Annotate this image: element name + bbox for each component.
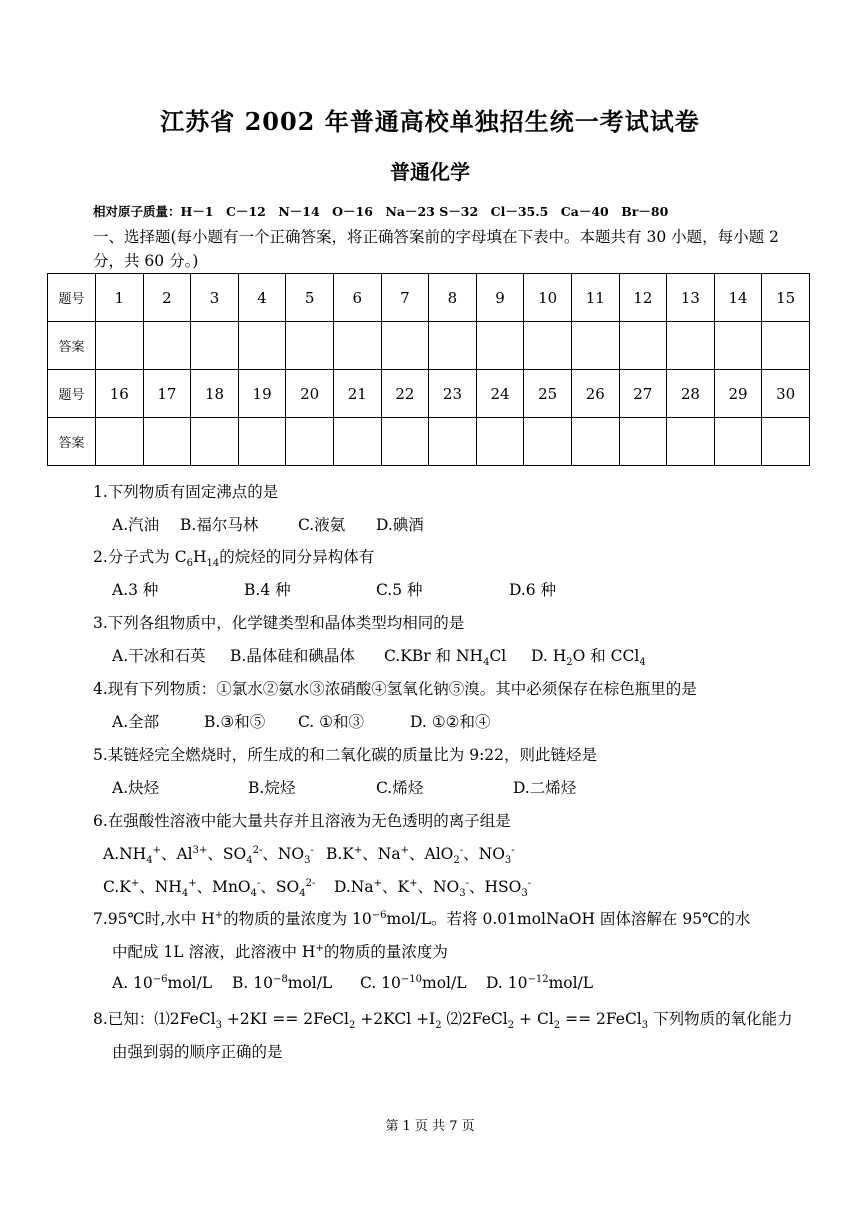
q7-sup: −6 [152, 974, 168, 985]
question-number-cell: 6 [333, 274, 381, 322]
page-footer: 第 1 页 共 7 页 [385, 1119, 475, 1134]
answer-cell[interactable] [238, 418, 286, 466]
q2-option-c: C.5 种 [376, 581, 423, 599]
question-3: 3.下列各组物质中，化学键类型和晶体类型均相同的是 [93, 614, 465, 632]
answer-cell[interactable] [524, 418, 572, 466]
page-title: 江苏省 2002 年普通高校单独招生统一考试试卷 [160, 107, 700, 136]
q7-text: 的物质的量浓度为 10 [223, 910, 372, 928]
subject-title: 普通化学 [390, 160, 470, 184]
q7-text: 中配成 1L 溶液，此溶液中 H [112, 943, 316, 961]
question-7: 7.95℃时,水中 H+的物质的量浓度为 $10^{-6}mol/L$。若将 0.01molNaOH 固体溶解在 95℃的水 [93, 909, 751, 928]
question-number-cell: 30 [762, 370, 810, 418]
q5-option-a: A.炔烃 [112, 779, 160, 797]
answer-cell[interactable] [429, 322, 477, 370]
q7-sup: −12 [527, 974, 549, 985]
question-number-cell: 15 [762, 274, 810, 322]
question-number-cell: 16 [96, 370, 144, 418]
answer-cell[interactable] [714, 322, 762, 370]
q3-sub: 4 [639, 657, 646, 669]
table-row[interactable] [48, 418, 810, 466]
answer-cell[interactable] [571, 322, 619, 370]
q3-sub: 4 [483, 657, 490, 669]
q3-sub: 2 [566, 657, 573, 669]
answer-cell[interactable] [333, 322, 381, 370]
question-2 [93, 545, 374, 569]
table-cell: 答案 [48, 418, 96, 466]
answer-cell[interactable] [619, 322, 667, 370]
q7-text: 的物质的量浓度为 [323, 943, 448, 961]
question-number-cell: 3 [191, 274, 239, 322]
answer-cell[interactable] [96, 418, 144, 466]
q7-text: mol/L。若将 0.01molNaOH 固体溶解在 95℃的水 [386, 910, 751, 928]
q5-option-d: D.二烯烃 [513, 779, 577, 797]
q6-option-c: C.K+、$NH_4^+$、MnO$_4$-、$SO_4^{2-}$ [103, 877, 316, 900]
question-number-cell: 10 [524, 274, 572, 322]
question-number-cell: 29 [714, 370, 762, 418]
answer-cell[interactable] [762, 322, 810, 370]
question-8-line2: 由强到弱的顺序正确的是 [112, 1043, 283, 1061]
answer-cell[interactable] [667, 418, 715, 466]
question-7-line2: 中配成 1L 溶液，此溶液中 H+的物质的量浓度为 [112, 942, 448, 961]
answer-cell[interactable] [762, 418, 810, 466]
q2-text: 的烷烃的同分异构体有 [219, 548, 375, 566]
q3-option-b: B.晶体硅和碘晶体 [230, 647, 355, 665]
answer-cell[interactable] [571, 418, 619, 466]
question-number-cell: 21 [333, 370, 381, 418]
section-instruction: 一、选择题(每小题有一个正确答案，将正确答案前的字母填在下表中。本题共有 30 小题，每小题 2 分，共 60 分。) [93, 228, 779, 270]
question-number-cell: 2 [143, 274, 191, 322]
question-number-cell: 8 [429, 274, 477, 322]
q5-option-b: B.烷烃 [248, 779, 296, 797]
table-row [48, 274, 810, 322]
q7-option-b: B. $10^{-8}mol/L$ [232, 974, 333, 993]
q4-option-d: D. ①②和④ [410, 713, 491, 731]
question-number-cell: 23 [429, 370, 477, 418]
question-number-cell: 17 [143, 370, 191, 418]
q2-option-d: D.6 种 [509, 581, 557, 599]
table-cell: 题号 [48, 274, 96, 322]
question-number-cell: 12 [619, 274, 667, 322]
question-number-cell: 27 [619, 370, 667, 418]
q7-sup: −8 [272, 974, 288, 985]
answer-cell[interactable] [476, 322, 524, 370]
q6-option-b: B.K+、Na+、AlO$_2$-、$NO_3^-$ [326, 844, 515, 867]
atomic-masses: 相对原子质量：H－1 C－12 N－14 O－16 Na－23 S－32 Cl－35.5 Ca－40 Br－80 [93, 204, 669, 219]
question-8: 8.已知：⑴2FeCl$_3$ +2KI == 2FeCl$_2$ $+2KCl +I_2$ ⑵2FeCl$_2$ + $Cl_2$ == 2FeCl$_3$ 下列物质的氧化能力 [93, 1010, 793, 1032]
answer-cell[interactable] [238, 322, 286, 370]
answer-cell[interactable] [286, 418, 334, 466]
answer-cell[interactable] [619, 418, 667, 466]
q1-option-a: A.汽油 [112, 516, 160, 534]
question-number-cell: 22 [381, 370, 429, 418]
question-number-cell: 9 [476, 274, 524, 322]
q7-sup: −10 [400, 974, 422, 985]
q3-text: C.KBr 和 NH [384, 647, 484, 665]
q1-option-b: B.福尔马林 [180, 516, 259, 534]
q4-option-c: C. ①和③ [298, 713, 365, 731]
answer-table [47, 273, 810, 466]
question-number-cell: 19 [238, 370, 286, 418]
q1-option-d: D.碘酒 [376, 516, 424, 534]
question-number-cell: 13 [667, 274, 715, 322]
question-number-cell: 25 [524, 370, 572, 418]
q3-text: Cl [489, 647, 507, 665]
q2-option-a: A.3 种 [112, 581, 159, 599]
q4-option-b: B.③和⑤ [204, 713, 266, 731]
q7-option-c: C. $10^{-10}mol/L$ [360, 974, 467, 993]
question-number-cell: 26 [571, 370, 619, 418]
answer-cell[interactable] [143, 418, 191, 466]
answer-cell[interactable] [476, 418, 524, 466]
question-number-cell: 11 [571, 274, 619, 322]
answer-cell[interactable] [667, 322, 715, 370]
q5-option-c: C.烯烃 [376, 779, 424, 797]
answer-cell[interactable] [381, 322, 429, 370]
question-1: 1.下列物质有固定沸点的是 [93, 483, 279, 501]
question-number-cell: 7 [381, 274, 429, 322]
question-number-cell: 28 [667, 370, 715, 418]
q2-text: H [192, 548, 207, 566]
question-number-cell: 18 [191, 370, 239, 418]
q6-option-a: $A.NH_4^+$、$Al^{3+}$、$SO_4^{2-}$、$NO_3^-$ [103, 844, 314, 867]
table-cell: 答案 [48, 322, 96, 370]
q2-sub: 14 [206, 558, 220, 570]
question-5: 5.某链烃完全燃烧时，所生成的和二氧化碳的质量比为 9:22，则此链烃是 [93, 746, 598, 764]
question-number-cell: 5 [286, 274, 334, 322]
question-4: 4.现有下列物质：①氯水②氨水③浓硝酸④氢氧化钠⑤溴。其中必须保存在棕色瓶里的是 [93, 680, 697, 698]
answer-cell[interactable] [191, 418, 239, 466]
question-number-cell: 24 [476, 370, 524, 418]
q7-text: 7.95℃时,水中 H [93, 910, 215, 928]
q6-option-d: D.Na+、K+、$NO_3^-$、$HSO_3^-$ [334, 877, 532, 900]
q3-option-c [384, 644, 506, 668]
answer-cell[interactable] [429, 418, 477, 466]
answer-cell[interactable] [333, 418, 381, 466]
answer-cell[interactable] [714, 418, 762, 466]
answer-cell[interactable] [381, 418, 429, 466]
answer-cell[interactable] [286, 322, 334, 370]
answer-cell[interactable] [524, 322, 572, 370]
q3-option-d [531, 644, 646, 668]
question-number-cell: 20 [286, 370, 334, 418]
answer-cell[interactable] [191, 322, 239, 370]
q3-text: D. H [531, 647, 567, 665]
question-6: 6.在强酸性溶液中能大量共存并且溶液为无色透明的离子组是 [93, 812, 511, 830]
table-row [48, 370, 810, 418]
q7-option-a: A. $10^{-6}mol/L$ [112, 974, 213, 993]
q2-sub: 6 [186, 558, 193, 570]
question-number-cell: 1 [96, 274, 144, 322]
table-cell: 题号 [48, 370, 96, 418]
q4-option-a: A.全部 [112, 713, 160, 731]
question-number-cell: 14 [714, 274, 762, 322]
q2-text: 2.分子式为 C [93, 548, 187, 566]
answer-cell[interactable] [143, 322, 191, 370]
q2-option-b: B.4 种 [244, 581, 291, 599]
q1-option-c: C.液氨 [298, 516, 346, 534]
table-row[interactable] [48, 322, 810, 370]
question-number-cell: 4 [238, 274, 286, 322]
q7-option-d: D. $10^{-12}mol/L$ [486, 974, 594, 993]
q3-text: O 和 CCl [572, 647, 640, 665]
q3-option-a: A.干冰和石英 [112, 647, 206, 665]
answer-cell[interactable] [96, 322, 144, 370]
